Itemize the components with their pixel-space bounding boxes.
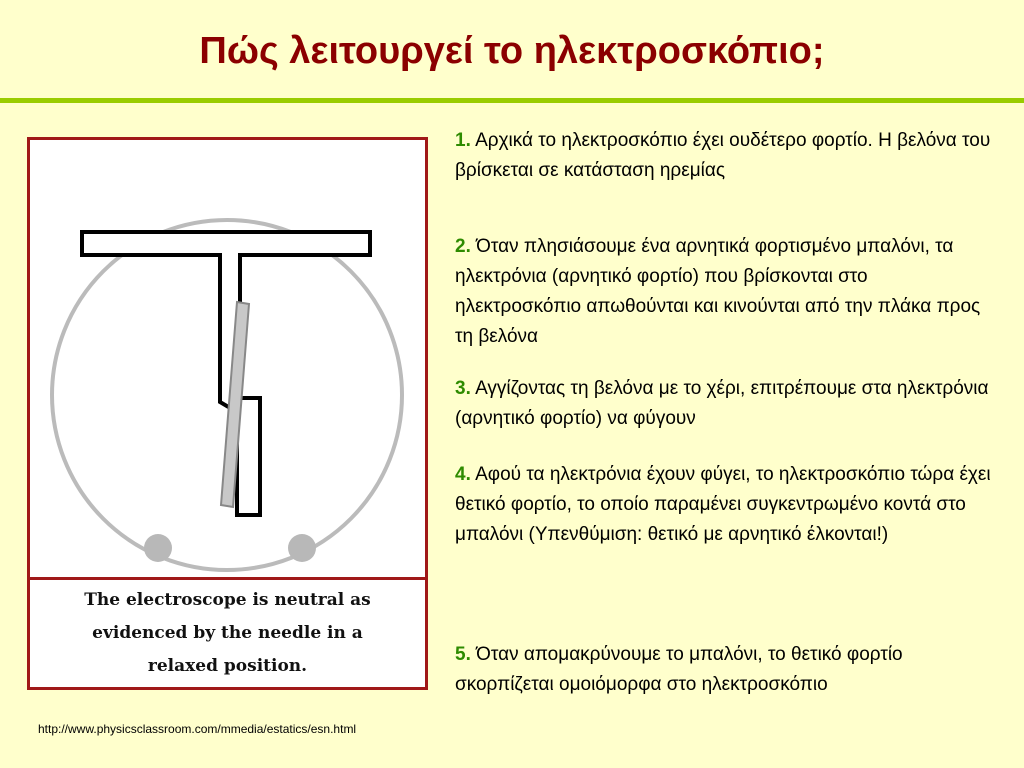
figure-caption-box — [30, 577, 425, 687]
step-number: 3. — [455, 378, 471, 399]
step-text: Όταν απομακρύνουμε το μπαλόνι, το θετικό φορτίο σκορπίζεται ομοιόμορφα στο ηλεκτροσκόπιο — [455, 644, 903, 695]
step-number: 1. — [455, 130, 471, 151]
electroscope-figure — [27, 137, 428, 690]
step-item — [455, 232, 995, 352]
step-item — [455, 460, 995, 550]
step-item — [455, 640, 995, 700]
step-number: 5. — [455, 644, 471, 665]
electroscope-right-foot — [288, 534, 316, 562]
step-item — [455, 126, 995, 186]
step-text: Αρχικά το ηλεκτροσκόπιο έχει ουδέτερο φορτίο. Η βελόνα του βρίσκεται σε κατάσταση ηρεμίας — [455, 130, 991, 181]
step-item — [455, 374, 995, 434]
electroscope-left-foot — [144, 534, 172, 562]
electroscope-illustration — [30, 140, 425, 577]
step-number: 4. — [455, 464, 471, 485]
figure-caption: The electroscope is neutral as evidenced by the needle in a relaxed position. — [84, 590, 371, 676]
step-text: Όταν πλησιάσουμε ένα αρνητικά φορτισμένο μπαλόνι, τα ηλεκτρόνια (αρνητικό φορτίο) που βρίσκονται στο ηλεκτροσκόπιο απωθούνται και κινούνται από την πλάκα προς τη βελόνα — [455, 236, 981, 347]
step-text: Αγγίζοντας τη βελόνα με το χέρι, επιτρέπουμε στα ηλεκτρόνια (αρνητικό φορτίο) να φύγουν — [455, 378, 989, 429]
title-divider — [0, 98, 1024, 103]
source-url: http://www.physicsclassroom.com/mmedia/estatics/esn.html — [38, 722, 357, 736]
step-number: 2. — [455, 236, 471, 257]
slide-title: Πώς λειτουργεί το ηλεκτροσκόπιο; — [199, 30, 825, 72]
step-text: Αφού τα ηλεκτρόνια έχουν φύγει, το ηλεκτροσκόπιο τώρα έχει θετικό φορτίο, το οποίο παραμένει συγκεντρωμένο κοντά στο μπαλόνι (Υπενθύμιση: θετικό με αρνητικό έλκονται!) — [455, 464, 991, 545]
